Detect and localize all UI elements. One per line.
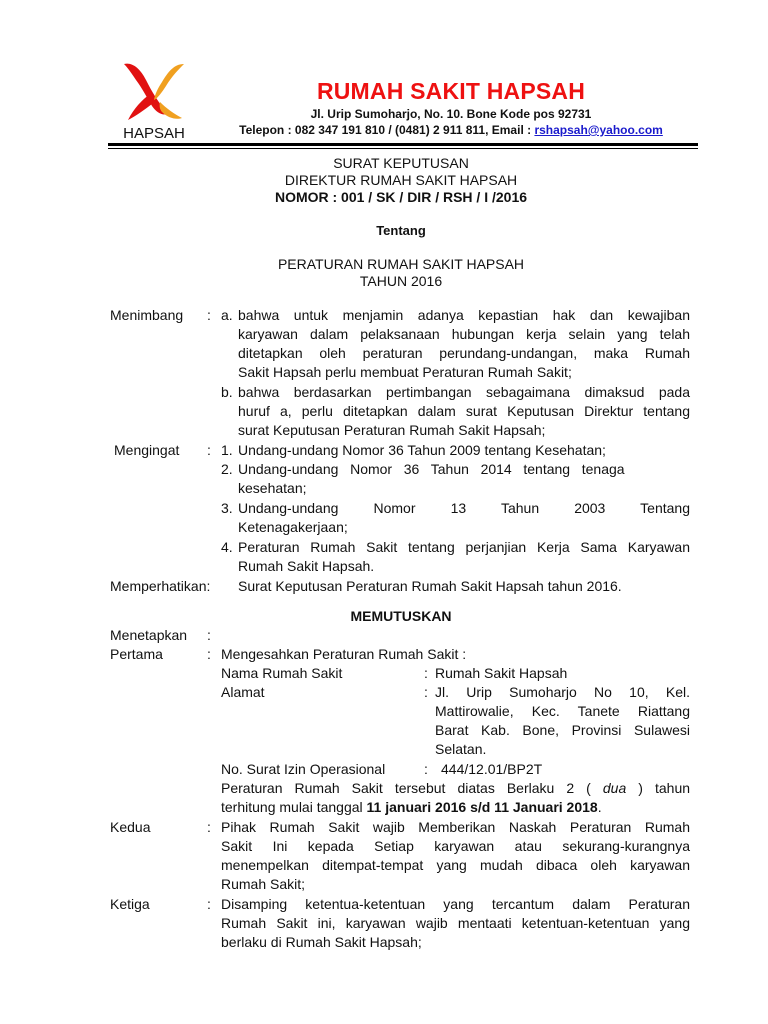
- mengingat-item-3-cont: Ketenagakerjaan;: [238, 519, 348, 535]
- mengingat-item-3: Undang-undang Nomor 13 Tahun 2003 Tentang: [238, 500, 690, 516]
- hospital-logo: [118, 58, 190, 144]
- logo-red-stroke-2: [128, 94, 152, 120]
- nama-colon: :: [424, 665, 428, 681]
- mengingat-marker-2: 2.: [221, 461, 233, 477]
- menimbang-label: Menimbang: [110, 307, 184, 323]
- subject-2: TAHUN 2016: [359, 273, 443, 289]
- alamat-colon: :: [424, 684, 428, 700]
- ketiga-label: Ketiga: [110, 896, 150, 912]
- kedua-line: Pihak Rumah Sakit wajib Memberikan Naskah Peraturan Rumah: [221, 819, 690, 835]
- pertama-intro: Mengesahkan Peraturan Rumah Sakit :: [221, 646, 467, 662]
- izin-colon: :: [424, 761, 428, 777]
- kedua-colon: :: [207, 819, 211, 835]
- tentang-label: Tentang: [376, 223, 426, 238]
- menimbang-a-line: Sakit Hapsah perlu membuat Peraturan Rumah Sakit;: [238, 364, 572, 380]
- berlaku-start: terhitung mulai tanggal: [221, 799, 367, 815]
- menimbang-a-line: bahwa untuk menjamin adanya kepastian hak dan kewajiban: [238, 307, 690, 323]
- menimbang-a-marker: a.: [221, 307, 233, 323]
- kedua-line: Sakit Ini kepada Setiap karyawan atau sekurang-kurangnya: [221, 838, 690, 854]
- menimbang-b-line: huruf a, perlu ditetapkan dalam surat Keputusan Direktur tentang: [238, 403, 690, 419]
- alamat-label: Alamat: [221, 684, 265, 700]
- berlaku-dates: 11 januari 2016 s/d 11 Januari 2018: [366, 799, 598, 815]
- logo-orange-stroke-2: [160, 102, 182, 119]
- logo-text: HAPSAH: [123, 125, 185, 142]
- ketiga-line: Rumah Sakit ini, karyawan wajib mentaati ketentuan-ketentuan yang: [221, 915, 690, 931]
- mengingat-item-2: Undang-undang Nomor 36 Tahun 2014 tentang tenaga: [238, 461, 625, 477]
- pertama-colon: :: [207, 646, 211, 662]
- ketiga-colon: :: [207, 896, 211, 912]
- berlaku-duration: dua: [602, 780, 627, 796]
- hospital-name: RUMAH SAKIT HAPSAH: [316, 78, 586, 104]
- alamat-line: Barat Kab. Bone, Provinsi Sulawesi: [435, 722, 690, 738]
- mengingat-label: Mengingat: [114, 442, 180, 458]
- berlaku-period: .: [597, 799, 602, 815]
- mengingat-marker-1: 1.: [221, 442, 233, 458]
- doc-title-1: SURAT KEPUTUSAN: [333, 155, 469, 171]
- hospital-contact: [228, 123, 674, 137]
- pertama-label: Pertama: [110, 646, 163, 662]
- subject-1: PERATURAN RUMAH SAKIT HAPSAH: [277, 256, 525, 272]
- doc-title-2: DIREKTUR RUMAH SAKIT HAPSAH: [284, 172, 518, 188]
- berlaku-text-end: ) tahun: [638, 780, 691, 796]
- hospital-address: Jl. Urip Sumoharjo, No. 10. Bone Kode pos 92731: [310, 107, 592, 121]
- menimbang-b-line: bahwa berdasarkan pertimbangan sebagaimana dimaksud pada: [238, 384, 690, 400]
- izin-value: 444/12.01/BP2T: [441, 761, 543, 777]
- kedua-label: Kedua: [110, 819, 151, 835]
- mengingat-item-1: Undang-undang Nomor 36 Tahun 2009 tentang Kesehatan;: [238, 442, 606, 458]
- mengingat-item-4: Peraturan Rumah Sakit tentang perjanjian Kerja Sama Karyawan: [238, 539, 690, 555]
- menimbang-b-marker: b.: [221, 384, 233, 400]
- menimbang-b-line: surat Keputusan Peraturan Rumah Sakit Hapsah;: [238, 422, 546, 438]
- logo-orange-stroke: [154, 64, 184, 100]
- alamat-line: Jl. Urip Sumoharjo No 10, Kel.: [435, 684, 690, 700]
- alamat-line: Mattirowalie, Kec. Tanete Riattang: [435, 703, 690, 719]
- ketiga-line: Disamping ketentua-ketentuan yang tercantum dalam Peraturan: [221, 896, 690, 912]
- kedua-line: menempelkan ditempat-tempat yang mudah dibaca oleh karyawan: [221, 857, 690, 873]
- berlaku-line-1: [221, 779, 690, 798]
- alamat-line: Selatan.: [435, 741, 487, 757]
- memutuskan-heading: MEMUTUSKAN: [350, 608, 452, 624]
- mengingat-colon: :: [207, 442, 211, 458]
- izin-label: No. Surat Izin Operasional: [221, 761, 386, 777]
- mengingat-item-4-cont: Rumah Sakit Hapsah.: [238, 558, 375, 574]
- menimbang-a-line: karyawan dalam pelaksanaan hubungan kerja selain yang telah: [238, 326, 690, 342]
- mengingat-marker-4: 4.: [221, 539, 233, 555]
- header-rule-thick: [108, 143, 698, 146]
- header-rule-thin: [108, 148, 698, 149]
- berlaku-text: Peraturan Rumah Sakit tersebut diatas Berlaku 2 (: [221, 780, 591, 796]
- doc-number: NOMOR : 001 / SK / DIR / RSH / I /2016: [274, 189, 528, 205]
- nama-label: Nama Rumah Sakit: [221, 665, 343, 681]
- menimbang-colon: :: [207, 307, 211, 323]
- kedua-line: Rumah Sakit;: [221, 876, 306, 892]
- email-link[interactable]: rshapsah@yahoo.com: [534, 123, 663, 137]
- berlaku-line-2: [221, 798, 602, 817]
- mengingat-marker-3: 3.: [221, 500, 233, 516]
- nama-value: Rumah Sakit Hapsah: [435, 665, 568, 681]
- menimbang-a-line: ditetapkan oleh peraturan perundang-undangan, maka Rumah: [238, 345, 690, 361]
- menetapkan-colon: :: [207, 627, 211, 643]
- mengingat-item-2-cont: kesehatan;: [238, 480, 307, 496]
- ketiga-line: berlaku di Rumah Sakit Hapsah;: [221, 934, 422, 950]
- memperhatikan-label: Memperhatikan:: [110, 578, 211, 594]
- memperhatikan-text: Surat Keputusan Peraturan Rumah Sakit Hapsah tahun 2016.: [238, 578, 622, 594]
- menetapkan-label: Menetapkan: [110, 627, 188, 643]
- contact-text: Telepon : 082 347 191 810 / (0481) 2 911 811, Email :: [239, 123, 535, 137]
